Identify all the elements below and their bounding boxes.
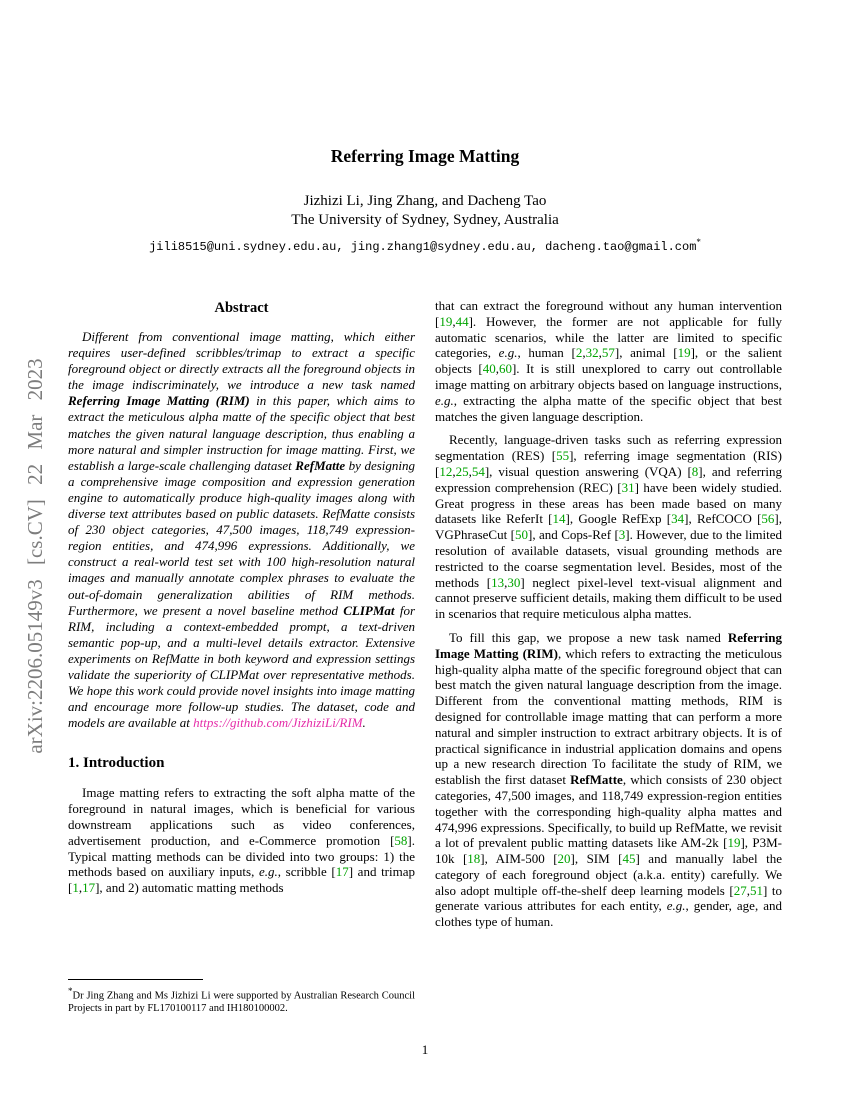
email-link[interactable]: jing.zhang1@sydney.edu.au xyxy=(350,240,531,254)
text-segment: RefMatte xyxy=(295,457,346,473)
citation-ref[interactable]: 18 xyxy=(467,851,481,867)
text-segment: ], VGPhraseCut [ xyxy=(435,511,783,543)
text-segment: ]. However, the former are not applicable for fully automatic scenarios, while the latter are limited to specific categories, xyxy=(435,313,782,361)
citation-ref[interactable]: 45 xyxy=(622,851,636,867)
text-segment: ], Google RefExp [ xyxy=(565,511,672,527)
citation-ref[interactable]: 19 xyxy=(727,835,741,851)
abstract-paragraph xyxy=(68,329,415,731)
citation-ref[interactable]: 14 xyxy=(552,511,566,527)
citation-ref[interactable]: 27 xyxy=(733,882,747,898)
text-segment: ], visual question answering (VQA) [ xyxy=(484,463,692,479)
text-segment: Dr Jing Zhang and Ms Jizhizi Li were supported by Australian Research Council Projects in part by FL170100117 and IH180100002. xyxy=(68,990,415,1015)
text-segment: Different from conventional image matting, which either requires user-defined scribbles/trimap to extract a specific foreground object or directly extracts all the foreground objects in the image indiscriminately, we introduce a new task named xyxy=(68,329,415,393)
citation-ref[interactable]: 20 xyxy=(557,851,571,867)
text-segment: e.g. xyxy=(258,864,278,880)
text-segment: ]. It is still unexplored to carry out controllable image matting on arbitrary objects based on language instructions, xyxy=(435,361,783,392)
citation-ref[interactable]: 58 xyxy=(394,832,408,848)
text-segment: , human [ xyxy=(517,345,576,361)
citation-ref[interactable]: 2 xyxy=(575,345,583,361)
citation-ref[interactable]: 3 xyxy=(618,527,626,543)
text-segment: ], SIM [ xyxy=(570,851,623,867)
text-segment: , extracting the alpha matte of the specific object that best matches the given language description. xyxy=(435,392,782,424)
citation-ref[interactable]: 50 xyxy=(514,527,528,543)
footnote-marker: * xyxy=(68,985,73,996)
citation-ref[interactable]: 13 xyxy=(491,574,505,590)
citation-ref[interactable]: 19 xyxy=(439,313,453,329)
citation-ref[interactable]: 8 xyxy=(691,463,699,479)
right-column xyxy=(435,298,782,1016)
text-segment: e.g. xyxy=(666,898,686,914)
citation-ref[interactable]: 30 xyxy=(507,574,521,590)
text-segment: , xyxy=(452,313,456,329)
text-segment: , xyxy=(530,240,546,254)
author-emails xyxy=(0,237,850,254)
citation-ref[interactable]: 56 xyxy=(761,511,775,527)
text-segment: ], and referring expression comprehension (REC) [ xyxy=(435,463,782,495)
paper-title: Referring Image Matting xyxy=(330,146,520,166)
two-column-body xyxy=(68,298,782,1016)
text-segment: ], animal [ xyxy=(614,345,678,361)
text-segment: ], P3M-10k [ xyxy=(435,835,783,867)
text-segment: e.g. xyxy=(435,392,454,408)
text-segment: , xyxy=(598,345,602,361)
text-segment: Recently, language-driven tasks such as referring expression segmentation (RES) [ xyxy=(435,432,782,464)
text-segment: ], and 2) automatic matting methods xyxy=(95,880,284,896)
citation-ref[interactable]: 17 xyxy=(82,880,96,896)
text-segment: ] to generate various attributes for each entity, xyxy=(435,882,782,914)
body-paragraph xyxy=(435,298,782,424)
corresponding-author-mark: * xyxy=(696,237,701,247)
arxiv-stamp: arXiv:2206.05149v3 [cs.CV] 22 Mar 2023 xyxy=(23,358,47,754)
affiliation: The University of Sydney, Sydney, Australia xyxy=(291,212,559,228)
text-segment: ]. However, due to the limited resolution of available datasets, visual grounding methods are restricted to the coarse segmentation level. Besides, most of the methods [ xyxy=(435,527,783,590)
email-link[interactable]: jili8515@uni.sydney.edu.au xyxy=(149,240,337,254)
text-segment: , xyxy=(495,361,499,377)
text-segment: Referring Image Matting (RIM) xyxy=(435,629,782,661)
text-segment: , xyxy=(78,880,83,896)
text-segment: that can extract the foreground without any human intervention [ xyxy=(435,298,782,329)
body-paragraph xyxy=(435,630,782,930)
text-segment: , which refers to extracting the meticulous high-quality alpha matte of the specific foreground object that can best match the given natural language description from the image. Different from the conventional matting methods, RIM is designed for controllable image matting that can perform a more natural and simpler instruction to extract arbitrary objects. It is of practical significance in industrial application domains and opens up a new research direction To facilitate the study of RIM, we establish the first dataset xyxy=(435,645,782,788)
github-link[interactable]: https://github.com/JizhiziLi/RIM xyxy=(193,715,363,731)
text-segment: Image matting refers to extracting the soft alpha matte of the foreground in natural images, which is beneficial for various downstream applications such as video conferences, advertisement production, and e-Commerce promotion [ xyxy=(68,785,415,848)
text-segment: for RIM, including a context-embedded prompt, a text-driven semantic pop-up, and a multi-level details extractor. Extensive experiments on RefMatte in both keyword and expression settings validate the superiority of CLIPMat over representative methods. We hope this work could provide novel insights into image matting and encourage more follow-up studies. The dataset, code and models are available at xyxy=(68,602,415,731)
text-segment: CLIPMat xyxy=(343,602,395,618)
text-segment: , xyxy=(504,574,508,590)
citation-ref[interactable]: 19 xyxy=(677,345,691,361)
citation-ref[interactable]: 32 xyxy=(585,345,599,361)
text-segment: ], AIM-500 [ xyxy=(480,851,558,867)
citation-ref[interactable]: 44 xyxy=(455,313,469,329)
citation-ref[interactable]: 12 xyxy=(439,463,453,479)
citation-ref[interactable]: 40 xyxy=(482,361,496,377)
body-paragraph xyxy=(435,432,782,622)
text-segment: . xyxy=(362,715,366,731)
text-segment: ], and Cops-Ref [ xyxy=(527,527,619,543)
email-link[interactable]: dacheng.tao@gmail.com xyxy=(545,240,697,254)
citation-ref[interactable]: 17 xyxy=(335,864,349,880)
text-segment: by designing a comprehensive image composition and expression generation engine to automatically produce high-quality images along with diverse text attributes based on public datasets. RefMatte consists of 230 object categories, 47,500 images, 118,749 expression-region entities, and 474,996 expressions. Additionally, we construct a real-world test set with 100 high-resolution natural images and manually annotate complex phrases to evaluate the out-of-domain generalization abilities of RIM methods. Furthermore, we present a novel baseline method xyxy=(68,457,416,618)
text-segment: ], or the salient objects [ xyxy=(435,345,782,377)
text-segment: ], referring image segmentation (RIS) [ xyxy=(435,448,782,479)
footnote xyxy=(68,979,415,1016)
text-segment: , which consists of 230 object categories, 47,500 images, and 118,749 expression-region entities together with the corresponding high-quality alpha mattes and 474,996 expressions. Specifically, to build up RefMatte, we revisit a lot of prevalent public matting datasets like AM-2k [ xyxy=(435,772,782,851)
text-segment: , xyxy=(582,345,586,361)
introduction-paragraph xyxy=(68,785,415,896)
text-segment: Referring Image Matting (RIM) xyxy=(68,393,250,409)
citation-ref[interactable]: 54 xyxy=(471,463,485,479)
text-segment: ], RefCOCO [ xyxy=(684,511,762,527)
paper-header xyxy=(0,0,850,254)
author-names: Jizhizi Li, Jing Zhang, and Dacheng Tao xyxy=(303,193,547,209)
citation-ref[interactable]: 1 xyxy=(72,880,79,896)
text-segment: ] neglect pixel-level text-visual alignment and cannot preserve sufficient details, making them difficult to be used in scenarios that require meticulous alpha mattes. xyxy=(435,574,782,622)
text-segment: ]. Typical matting methods can be divided into two groups: 1) the methods based on auxiliary inputs, xyxy=(68,832,415,880)
citation-ref[interactable]: 60 xyxy=(498,361,512,377)
text-segment: , xyxy=(336,240,351,254)
text-segment: RefMatte xyxy=(570,772,623,788)
text-segment: , xyxy=(468,463,472,479)
citation-ref[interactable]: 25 xyxy=(455,463,469,479)
text-segment: , scribble [ xyxy=(277,864,336,880)
citation-ref[interactable]: 55 xyxy=(556,448,570,464)
text-segment: ] and trimap [ xyxy=(68,864,416,896)
text-segment: , gender, age, and clothes type of human. xyxy=(435,898,782,930)
abstract-heading: Abstract xyxy=(214,300,269,316)
text-segment: in this paper, which aims to extract the meticulous alpha matte of the specific object that best matches the given natural language description, thus enabling a more natural and simpler instruction for image matting. First, we establish a large-scale challenging dataset xyxy=(68,393,416,473)
text-segment: ] have been widely studied. Great progress in these areas has been made based on many datasets like ReferIt [ xyxy=(435,479,782,527)
text-segment: To fill this gap, we propose a new task named xyxy=(449,629,728,645)
text-segment: , xyxy=(452,463,456,479)
citation-ref[interactable]: 57 xyxy=(601,345,615,361)
page-number: 1 xyxy=(421,1042,429,1057)
text-segment: , xyxy=(746,882,750,898)
citation-ref[interactable]: 31 xyxy=(621,479,635,495)
citation-ref[interactable]: 34 xyxy=(671,511,685,527)
text-segment: e.g. xyxy=(498,345,518,361)
text-segment: ] and manually label the category of each foreground object (a.k.a. entity) carefully. We also adopt multiple off-the-shelf deep learning models [ xyxy=(435,851,782,898)
section-heading-introduction: 1. Introduction xyxy=(68,755,165,772)
citation-ref[interactable]: 51 xyxy=(750,882,763,898)
left-column xyxy=(68,298,415,1016)
